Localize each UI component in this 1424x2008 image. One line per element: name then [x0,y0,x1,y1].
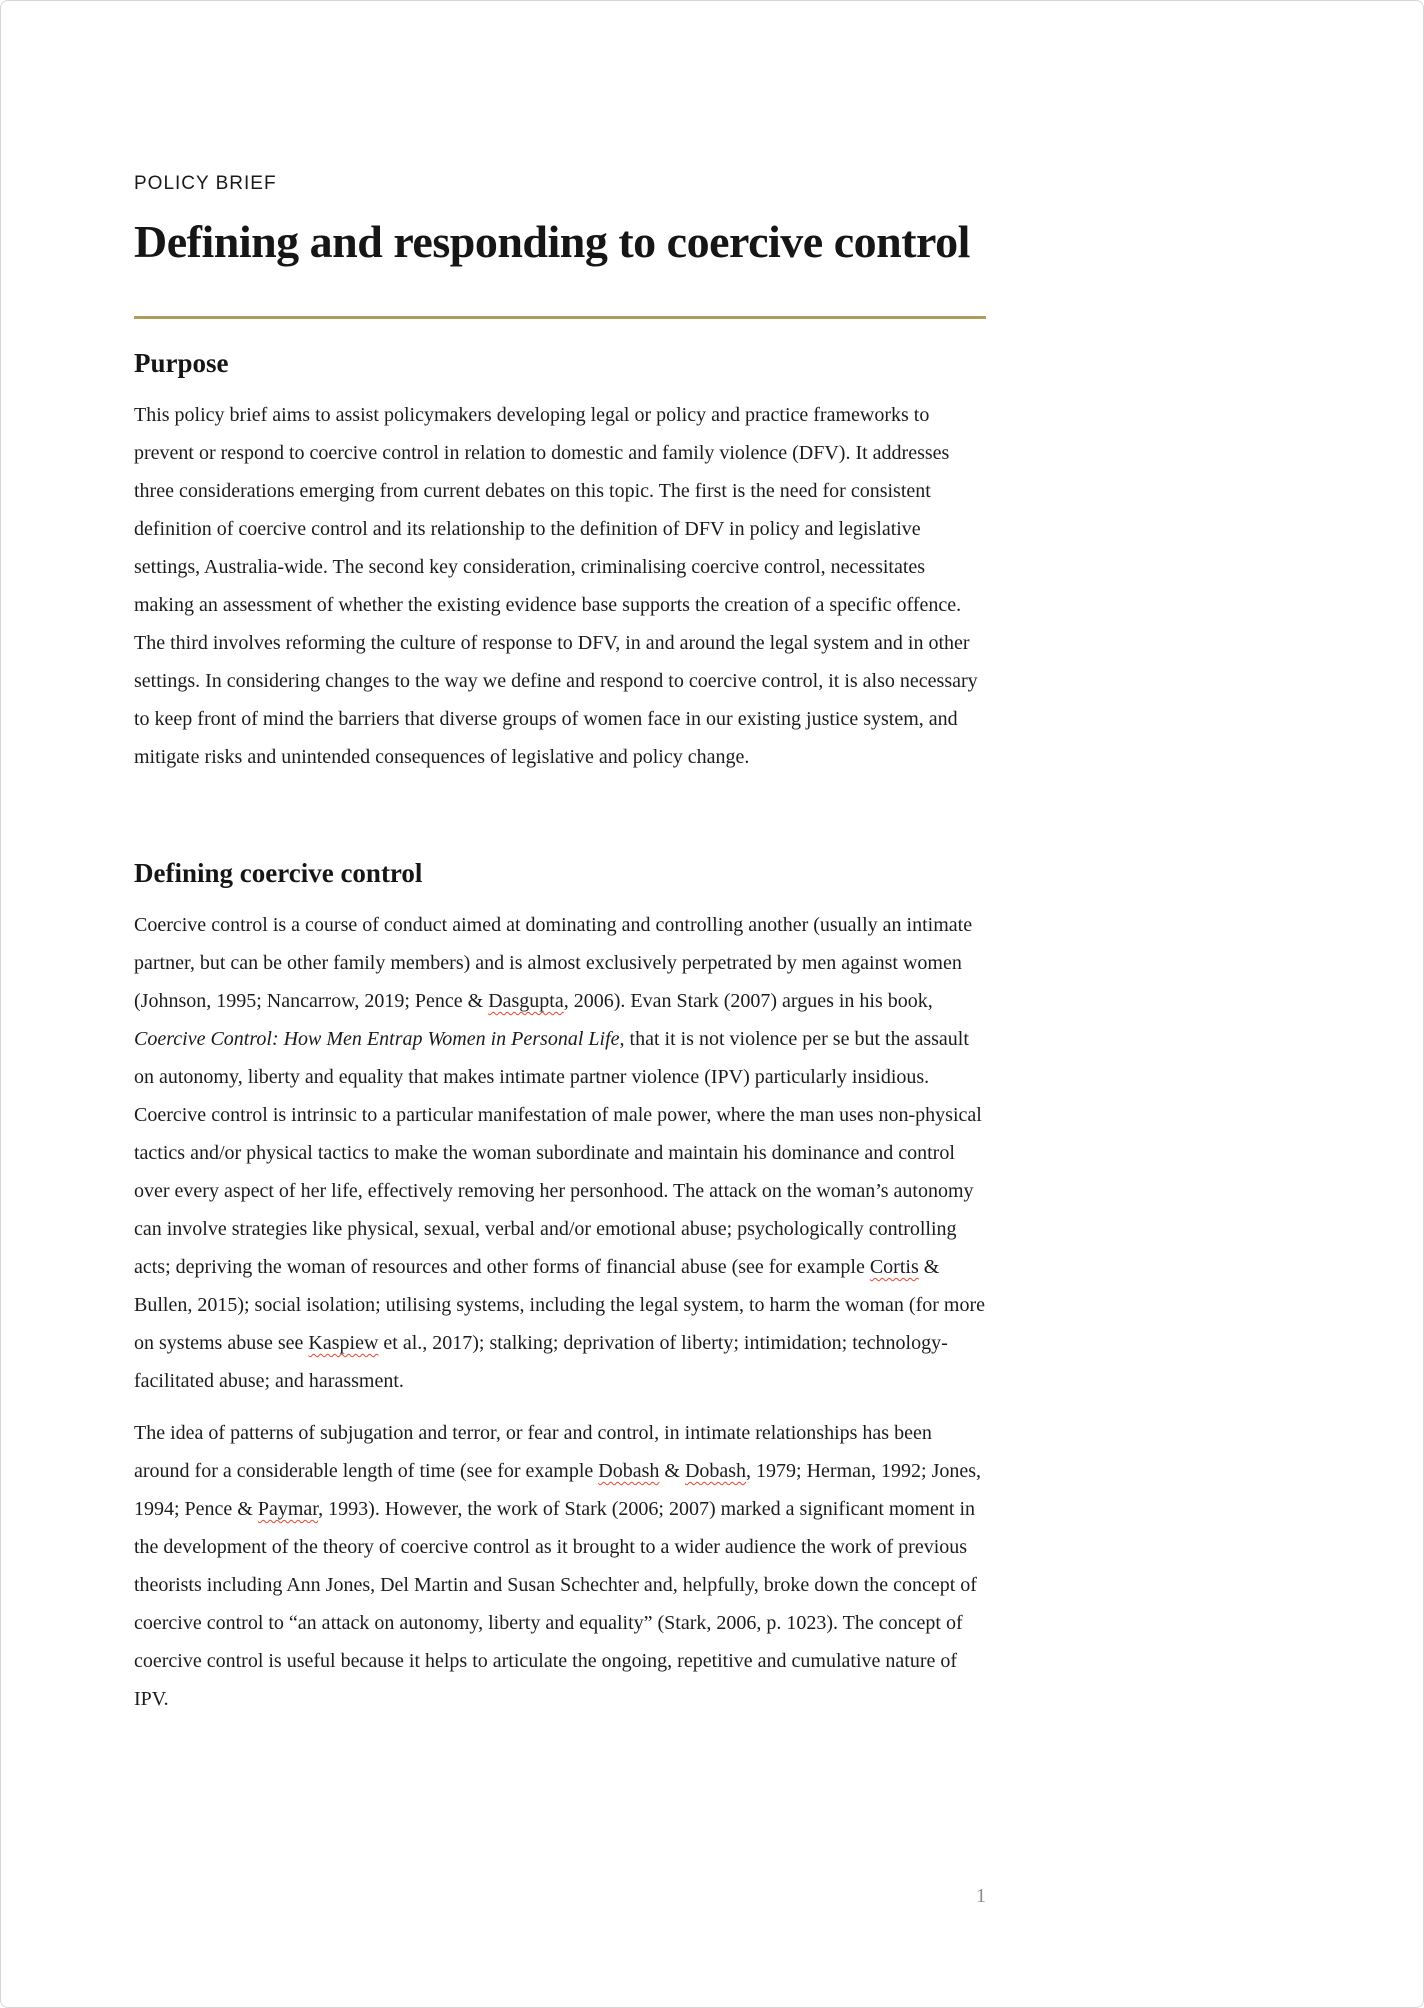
paragraph [134,906,986,1400]
section-heading: Defining coercive control [134,858,423,888]
text-run: Coercive Control: How Men Entrap Women in Personal Life [134,1028,620,1050]
text-run: & [659,1460,685,1482]
document-title: Defining and responding to coercive control [134,216,970,267]
text-run: , 1993). However, the work of Stark (2006; 2007) marked a significant moment in the development of the theory of coercive control as it brought to a wider audience the work of previous theorists including Ann Jones, Del Martin and Susan Schechter and, helpfully, broke down the concept of coercive control to “an attack on autonomy, liberty and equality” (Stark, 2006, p. 1023). The concept of coercive control is useful because it helps to articulate the ongoing, repetitive and cumulative nature of IPV. [134,1498,977,1710]
document-content [134,1,986,1732]
title-rule [134,316,986,319]
text-run: The idea of patterns of subjugation and terror, or fear and control, in intimate relationships has been around for a considerable length of time (see for example [134,1422,932,1482]
spellcheck-word: Cortis [869,1256,919,1278]
document-body [134,346,986,1718]
text-run: , that it is not violence per se but the assault on autonomy, liberty and equality that makes intimate partner violence (IPV) particularly insidious. Coercive control is intrinsic to a particular manifestation of male power, where the man uses non-physical tactics and/or physical tactics to make the woman subordinate and maintain his dominance and control over every aspect of her life, effectively removing her personhood. The attack on the woman’s autonomy can involve strategies like physical, sexual, verbal and/or emotional abuse; psychologically controlling acts; depriving the woman of resources and other forms of financial abuse (see for example [134,1028,982,1278]
spellcheck-word: Dobash [598,1460,660,1482]
text-run: This policy brief aims to assist policymakers developing legal or policy and practice frameworks to prevent or respond to coercive control in relation to domestic and family violence (DFV). It addresses three considerations emerging from current debates on this topic. The first is the need for consistent definition of coercive control and its relationship to the definition of DFV in policy and legislative settings, Australia-wide. The second key consideration, criminalising coercive control, necessitates making an assessment of whether the existing evidence base supports the creation of a specific offence. The third involves reforming the culture of response to DFV, in and around the legal system and in other settings. In considering changes to the way we define and respond to coercive control, it is also necessary to keep front of mind the barriers that diverse groups of women face in our existing justice system, and mitigate risks and unintended consequences of legislative and policy change. [134,404,978,768]
spellcheck-word: Paymar [257,1498,319,1520]
spellcheck-word: Dobash [684,1460,747,1482]
paragraph [134,396,986,776]
paragraph [134,1414,986,1718]
text-run: , 1979; Herman, 1992; Jones, 1994; Pence & [134,1460,982,1520]
spellcheck-word: Kaspiew [308,1332,379,1354]
text-run: Coercive control is a course of conduct aimed at dominating and controlling another (usually an intimate partner, but can be other family members) and is almost exclusively perpetrated by men against women (Johnson, 1995; Nancarrow, 2019; Pence & [134,914,973,1012]
text-run: , 2006). Evan Stark (2007) argues in his book, [563,990,933,1012]
document-kicker: POLICY BRIEF [134,173,277,194]
text-run: et al., 2017); stalking; deprivation of liberty; intimidation; technology-facilitated abuse; and harassment. [134,1332,948,1392]
section-heading: Purpose [134,348,229,378]
page-number: 1 [976,1885,986,1907]
spellcheck-word: Dasgupta [488,990,564,1012]
text-run: & Bullen, 2015); social isolation; utilising systems, including the legal system, to harm the woman (for more on systems abuse see [134,1256,985,1354]
